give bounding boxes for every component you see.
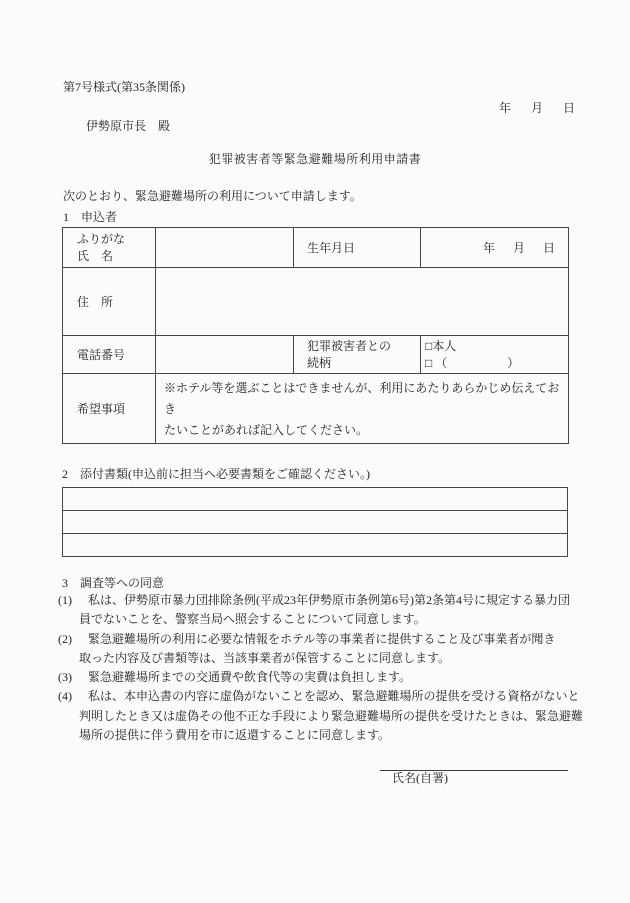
name-label-cell [63,228,156,268]
phone-value-cell [156,336,294,374]
relation-options-cell [421,336,569,374]
date-line: 年 月 日 [499,101,580,115]
address-value-cell [156,268,569,336]
relation-label-cell [294,336,421,374]
phone-label: 電話番号 [63,336,156,374]
signature-line [380,753,568,785]
name-label: 氏 名 [77,248,114,263]
item-line: 緊急避難場所までの交通費や飲食代等の実費は負担します。 [88,670,412,685]
section1-heading: 1 申込者 [63,210,118,224]
address-label: 住 所 [63,268,156,336]
hope-note-line2: たいことがあれば記入してください。 [164,423,369,437]
section3-heading: 3 調査等への同意 [62,576,165,590]
item-line: 場所の提供に伴う費用を市に返還することに同意します。 [79,728,391,743]
consent-item-1 [58,591,572,630]
addressee: 伊勢原市長 殿 [86,119,171,133]
item-line: 判明したとき又は虚偽その他不正な手段により緊急避難場所の提供を受けたときは、緊急避難 [79,708,584,723]
intro-text: 次のとおり、緊急避難場所の利用について申請します。 [63,189,362,203]
form-number: 第7号様式(第35条関係) [63,80,185,94]
consent-item-2 [58,630,572,669]
hope-note-cell [156,374,569,444]
item-line: 緊急避難場所の利用に必要な情報をホテル等の事業者に提供すること及び事業者が聞き [88,631,556,646]
item-number: (2) [58,631,72,646]
furigana-label: ふりがな [77,231,126,246]
attachment-row-2 [63,511,568,534]
hope-note-line1: ※ホテル等を選ぶことはできませんが、利用にあたりあらかじめ伝えておき [164,381,560,416]
attachments-table [62,487,568,557]
item-line: 私は、本申込書の内容に虚偽がないことを認め、緊急避難場所の提供を受ける資格がないと [88,689,580,704]
birthdate-label: 生年月日 [294,228,421,268]
hope-label: 希望事項 [63,374,156,444]
signature-label: 氏名(自署) [392,771,448,785]
item-line: 私は、伊勢原市暴力団排除条例(平成23年伊勢原市条例第6号)第2条第4号に規定する暴力団 [88,593,570,607]
consent-items [58,591,584,745]
name-value-cell [156,228,294,268]
item-number: (1) [58,593,72,607]
relation-label-line2: 続柄 [307,355,332,370]
item-line: 員でないことを、警察当局へ照会することについて同意します。 [79,612,426,627]
relation-option-other: □ （ ） [425,355,520,370]
relation-label-line1: 犯罪被害者との [307,338,392,353]
item-number: (4) [58,689,72,704]
consent-item-3 [58,668,572,687]
section2-heading: 2 添付書類(申込前に担当へ必要書類をご確認ください。) [62,467,370,481]
attachment-row-1 [63,488,568,511]
item-number: (3) [58,670,72,685]
relation-option-self: □本人 [425,338,457,353]
birthdate-value-cell: 年 月 日 [421,228,569,268]
form-title: 犯罪被害者等緊急避難場所利用申請書 [208,152,422,166]
attachment-row-3 [63,534,568,557]
item-line: 取った内容及び書類等は、当該事業者が保管することに同意します。 [79,650,451,665]
consent-item-4 [58,687,584,745]
applicant-table [62,227,569,444]
